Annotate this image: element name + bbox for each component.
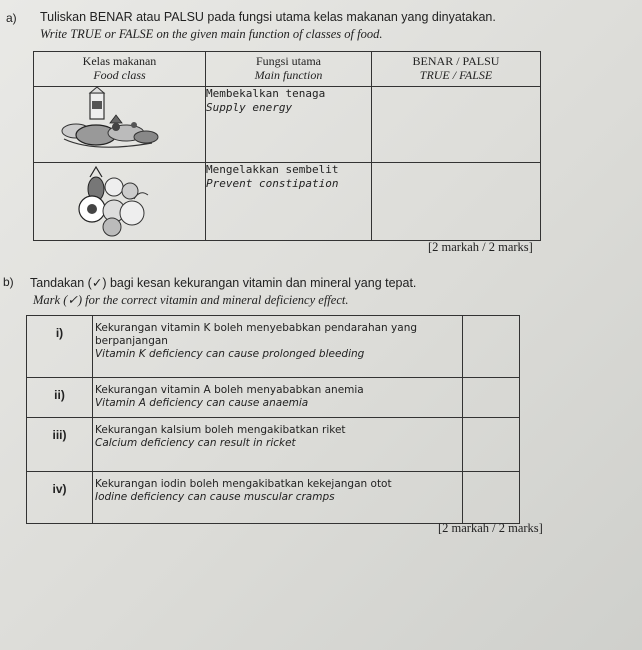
statement-cell [93, 378, 463, 418]
function-cell [206, 87, 372, 163]
table-row [27, 472, 520, 524]
table-row [34, 163, 541, 241]
food-class-table [33, 51, 541, 241]
table-row [34, 87, 541, 163]
question-b-marks: [2 markah / 2 marks] [438, 521, 543, 535]
statement-cell [93, 418, 463, 472]
food-class-image-cell [34, 163, 206, 241]
header-food-class-malay: Kelas makanan [82, 54, 157, 68]
header-true-false-malay: BENAR / PALSU [412, 54, 500, 68]
fruits-icon [34, 163, 204, 239]
header-food-class [34, 52, 206, 87]
table-row [27, 378, 520, 418]
question-a-label: a) [6, 11, 17, 25]
row-number: iv) [27, 472, 93, 524]
answer-cell[interactable] [372, 87, 541, 163]
function-cell [206, 163, 372, 241]
question-b-instruction-malay: Tandakan (✓) bagi kesan kekurangan vitamin dan mineral yang tepat. [30, 276, 417, 290]
statement-cell [93, 316, 463, 378]
statement-cell [93, 472, 463, 524]
question-a-marks: [2 markah / 2 marks] [428, 240, 533, 254]
row-number: i) [27, 316, 93, 378]
statement-english: Vitamin A deficiency can cause anaemia [95, 397, 309, 409]
table-header-row [34, 52, 541, 87]
statement-english: Iodine deficiency can cause muscular cramps [95, 491, 335, 503]
deficiency-table [26, 315, 520, 524]
header-main-function [206, 52, 372, 87]
table-row [27, 316, 520, 378]
row-number: iii) [27, 418, 93, 472]
tick-cell[interactable] [463, 472, 520, 524]
answer-cell[interactable] [372, 163, 541, 241]
header-true-false-english: TRUE / FALSE [419, 68, 493, 82]
table-row [27, 418, 520, 472]
header-food-class-english: Food class [93, 68, 146, 82]
question-a-instruction-malay: Tuliskan BENAR atau PALSU pada fungsi utama kelas makanan yang dinyatakan. [40, 10, 496, 24]
carbohydrate-foods-icon [34, 87, 204, 161]
statement-malay: Kekurangan iodin boleh mengakibatkan kekejangan otot [95, 478, 392, 490]
function-malay: Mengelakkan sembelit [206, 163, 339, 176]
tick-cell[interactable] [463, 378, 520, 418]
statement-malay: Kekurangan vitamin K boleh menyebabkan pendarahan yang berpanjangan [95, 322, 418, 347]
header-main-function-malay: Fungsi utama [256, 54, 321, 68]
food-class-image-cell [34, 87, 206, 163]
statement-english: Vitamin K deficiency can cause prolonged bleeding [95, 348, 365, 360]
function-english: Prevent constipation [206, 177, 339, 190]
tick-cell[interactable] [463, 316, 520, 378]
question-b-instruction-english: Mark (✓) for the correct vitamin and mineral deficiency effect. [33, 293, 349, 307]
tick-cell[interactable] [463, 418, 520, 472]
statement-malay: Kekurangan kalsium boleh mengakibatkan riket [95, 424, 346, 436]
statement-english: Calcium deficiency can result in ricket [95, 437, 296, 449]
statement-malay: Kekurangan vitamin A boleh menyababkan anemia [95, 384, 364, 396]
question-a-instruction-english: Write TRUE or FALSE on the given main function of classes of food. [40, 27, 383, 41]
row-number: ii) [27, 378, 93, 418]
function-english: Supply energy [206, 101, 293, 114]
header-true-false [372, 52, 541, 87]
question-b-label: b) [3, 275, 14, 289]
function-malay: Membekalkan tenaga [206, 87, 326, 100]
header-main-function-english: Main function [254, 68, 323, 82]
